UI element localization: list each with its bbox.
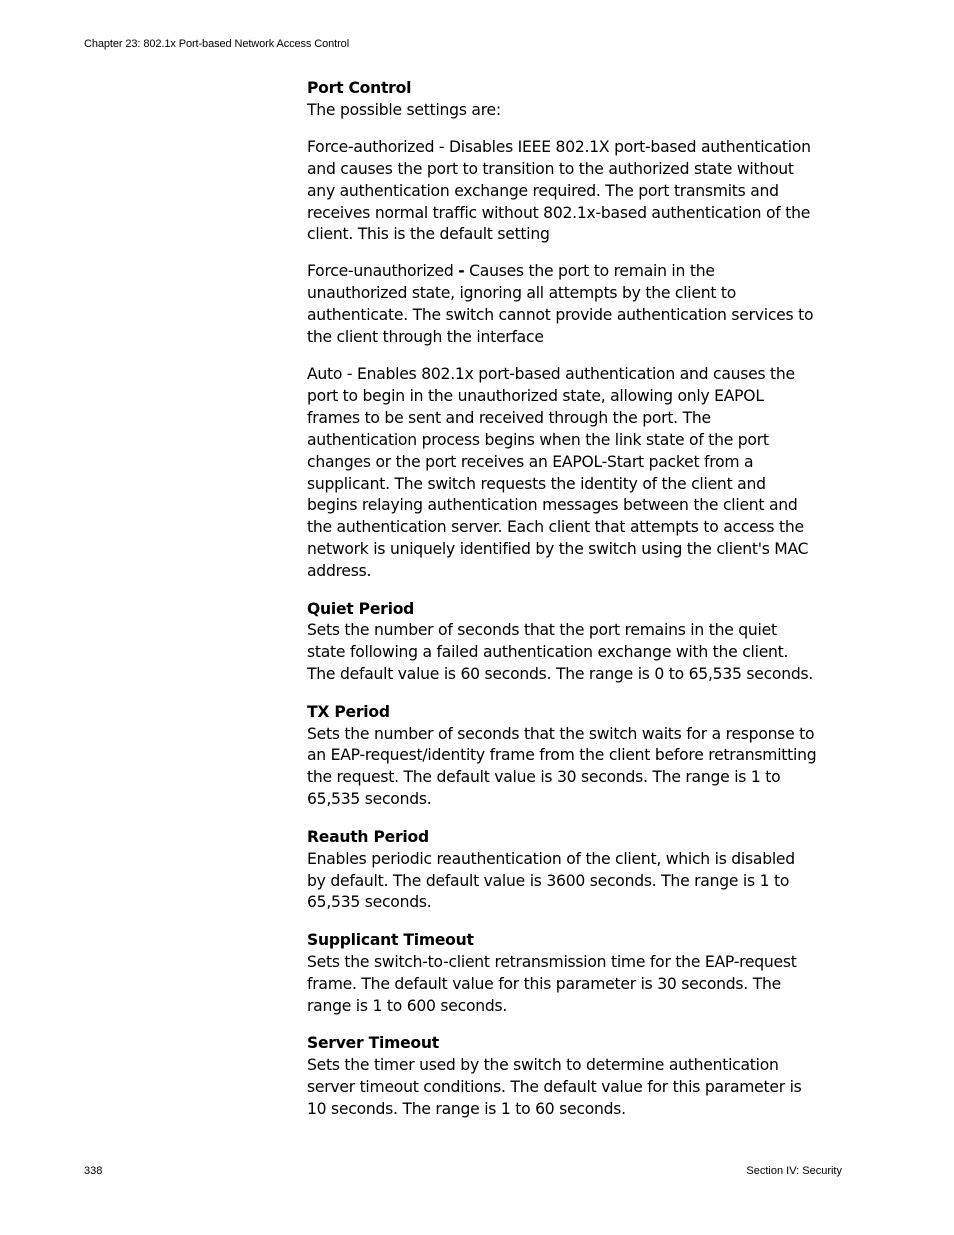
footer-section-title: Section IV: Security <box>746 1165 842 1177</box>
section-port-control <box>307 78 817 583</box>
section-server-timeout <box>307 1033 817 1121</box>
page-content <box>307 78 817 1136</box>
section-reauth-period <box>307 827 817 915</box>
section-quiet-period <box>307 599 817 687</box>
paragraph: Sets the timer used by the switch to determine authentication server timeout conditions. The default value for this parameter is 10 seconds. The range is 1 to 60 seconds. <box>307 1055 802 1118</box>
section-tx-period <box>307 702 817 812</box>
section-heading: Supplicant Timeout <box>307 930 474 949</box>
page-number: 338 <box>84 1165 103 1177</box>
setting-dash: - <box>458 262 465 281</box>
paragraph-auto: Auto - Enables 802.1x port-based authentication and causes the port to begin in the unauthorized state, allowing only EAPOL frames to be sent and received through the port. The authentication process begins when the link state of the port changes or the port receives an EAPOL-Start packet from a supplicant. The switch requests the identity of the client and begins relaying authentication messages between the client and the authentication server. Each client that attempts to access the network is uniquely identified by the switch using the client's MAC address. <box>307 364 809 581</box>
section-heading: Reauth Period <box>307 827 429 846</box>
running-header: Chapter 23: 802.1x Port-based Network Access Control <box>84 38 350 50</box>
section-heading: Server Timeout <box>307 1033 439 1052</box>
paragraph: Enables periodic reauthentication of the client, which is disabled by default. The default value is 3600 seconds. The range is 1 to 65,535 seconds. <box>307 849 795 912</box>
section-heading: Quiet Period <box>307 599 415 618</box>
paragraph: The possible settings are: <box>307 100 501 119</box>
section-supplicant-timeout <box>307 930 817 1018</box>
section-heading: Port Control <box>307 79 412 97</box>
paragraph: Sets the number of seconds that the port remains in the quiet state following a failed authentication exchange with the client. The default value is 60 seconds. The range is 0 to 65,535 seconds. <box>307 621 814 684</box>
setting-label: Force-unauthorized <box>307 262 459 281</box>
paragraph: Sets the number of seconds that the switch waits for a response to an EAP-request/identity frame from the client before retransmitting the request. The default value is 30 seconds. The range is 1 to 65,535 seconds. <box>307 724 817 809</box>
section-heading: TX Period <box>307 702 390 721</box>
paragraph-force-authorized: Force-authorized - Disables IEEE 802.1X port-based authentication and causes the port to transition to the authorized state without any authentication exchange required. The port transmits and receives normal traffic without 802.1x-based authentication of the client. This is the default setting <box>307 137 811 244</box>
paragraph: Sets the switch-to-client retransmission time for the EAP-request frame. The default value for this parameter is 30 seconds. The range is 1 to 600 seconds. <box>307 952 797 1015</box>
setting-description: Causes the port to remain in the unauthorized state, ignoring all attempts by the client to authenticate. The switch cannot provide authentication services to the client through the interface <box>307 262 814 347</box>
paragraph-force-unauthorized <box>307 261 817 349</box>
